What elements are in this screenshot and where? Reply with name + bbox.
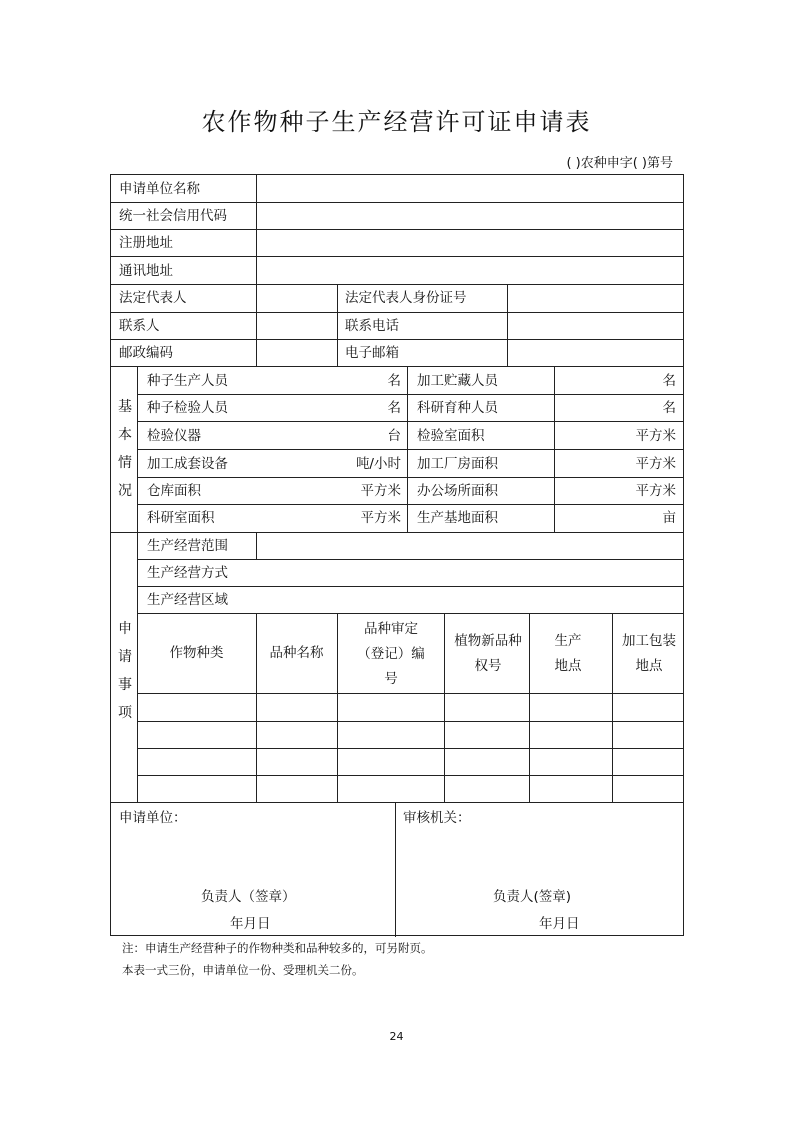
label-email: 电子邮箱 — [345, 345, 399, 361]
basic-left-unit: 平方米 — [360, 483, 401, 499]
row-divider — [111, 202, 683, 203]
note-line: 注：申请生产经营种子的作物种类和品种较多的，可另附页。 — [122, 941, 433, 955]
basic-left-unit: 平方米 — [360, 510, 401, 526]
basic-right-label: 生产基地面积 — [417, 510, 498, 526]
label-contact: 联系人 — [119, 318, 160, 334]
row-divider — [137, 721, 683, 722]
basic-left-unit: 吨/小时 — [355, 456, 401, 472]
page-number: 24 — [389, 1030, 404, 1043]
basic-left-label: 加工成套设备 — [147, 456, 228, 472]
row-divider — [137, 775, 683, 776]
col-divider — [444, 613, 445, 802]
basic-left-label: 仓库面积 — [147, 483, 201, 499]
row-divider — [111, 366, 683, 367]
column-header: 生产地点 — [554, 633, 582, 674]
left-signature-line: 负责人（签章） — [201, 889, 296, 905]
basic-right-unit: 平方米 — [635, 428, 676, 444]
label-review-authority: 审核机关： — [403, 810, 471, 826]
row-divider — [137, 504, 683, 505]
left-date: 年月日 — [230, 916, 271, 932]
column-header: 植物新品种权号 — [454, 633, 522, 674]
col-divider — [137, 366, 138, 802]
col-divider — [554, 366, 555, 532]
basic-left-unit: 台 — [387, 428, 401, 444]
basic-right-unit: 名 — [662, 373, 676, 389]
col-divider — [529, 613, 530, 802]
row-divider — [111, 256, 683, 257]
application-form — [110, 174, 684, 936]
column-header: 品种审定（登记）编号 — [357, 621, 425, 687]
row-divider — [111, 284, 683, 285]
row-divider — [137, 693, 683, 694]
col-divider — [337, 613, 338, 802]
basic-left-unit: 名 — [387, 400, 401, 416]
basic-right-unit: 平方米 — [635, 483, 676, 499]
col-divider — [395, 802, 396, 937]
row-divider — [137, 477, 683, 478]
label-legal-rep-id: 法定代表人身份证号 — [345, 290, 467, 306]
basic-right-unit: 平方米 — [635, 456, 676, 472]
col-divider — [256, 532, 257, 559]
col-divider — [337, 284, 338, 366]
row-divider — [137, 394, 683, 395]
note-line: 本表一式三份，申请单位一份、受理机关二份。 — [122, 963, 364, 977]
label-business-region: 生产经营区域 — [147, 592, 228, 608]
col-divider — [256, 175, 257, 366]
basic-right-unit: 亩 — [662, 510, 676, 526]
right-date: 年月日 — [539, 916, 580, 932]
col-divider — [407, 366, 408, 532]
column-header: 品种名称 — [269, 645, 324, 661]
row-divider — [137, 748, 683, 749]
label-business-mode: 生产经营方式 — [147, 565, 228, 581]
basic-left-label: 科研室面积 — [147, 510, 215, 526]
row-divider — [111, 802, 683, 803]
col-divider — [612, 613, 613, 802]
row-divider — [111, 229, 683, 230]
column-header: 作物种类 — [169, 645, 224, 661]
label-legal-representative: 法定代表人 — [119, 290, 187, 306]
column-header: 加工包装地点 — [622, 633, 676, 674]
row-divider — [137, 449, 683, 450]
document-number: ( )农种申字( )第号 — [566, 156, 673, 171]
row-divider — [137, 559, 683, 560]
right-signature-line: 负责人(签章) — [493, 889, 572, 905]
basic-right-label: 加工贮藏人员 — [417, 373, 498, 389]
row-divider — [111, 532, 683, 533]
label-business-scope: 生产经营范围 — [147, 538, 228, 554]
label-applicant-unit: 申请单位： — [119, 810, 187, 826]
label-postcode: 邮政编码 — [119, 345, 173, 361]
basic-left-label: 检验仪器 — [147, 428, 201, 444]
basic-right-unit: 名 — [662, 400, 676, 416]
page-title: 农作物种子生产经营许可证申请表 — [201, 108, 592, 136]
row-divider — [111, 339, 683, 340]
basic-right-label: 办公场所面积 — [417, 483, 498, 499]
row-divider — [111, 312, 683, 313]
basic-left-label: 种子生产人员 — [147, 373, 228, 389]
basic-right-label: 加工厂房面积 — [417, 456, 498, 472]
label-applicant-name: 申请单位名称 — [119, 181, 200, 197]
col-divider — [256, 613, 257, 802]
row-divider — [137, 586, 683, 587]
basic-left-label: 种子检验人员 — [147, 400, 228, 416]
section-basic-info: 基本情况 — [118, 399, 132, 499]
basic-left-unit: 名 — [387, 373, 401, 389]
basic-right-label: 科研育种人员 — [417, 400, 498, 416]
basic-right-label: 检验室面积 — [417, 428, 485, 444]
label-credit-code: 统一社会信用代码 — [119, 208, 227, 224]
row-divider — [137, 613, 683, 614]
label-contact-phone: 联系电话 — [345, 318, 399, 334]
row-divider — [137, 421, 683, 422]
label-registered-address: 注册地址 — [119, 235, 173, 251]
label-mailing-address: 通讯地址 — [119, 263, 173, 279]
col-divider — [507, 284, 508, 366]
section-application-items: 申请事项 — [118, 621, 132, 721]
